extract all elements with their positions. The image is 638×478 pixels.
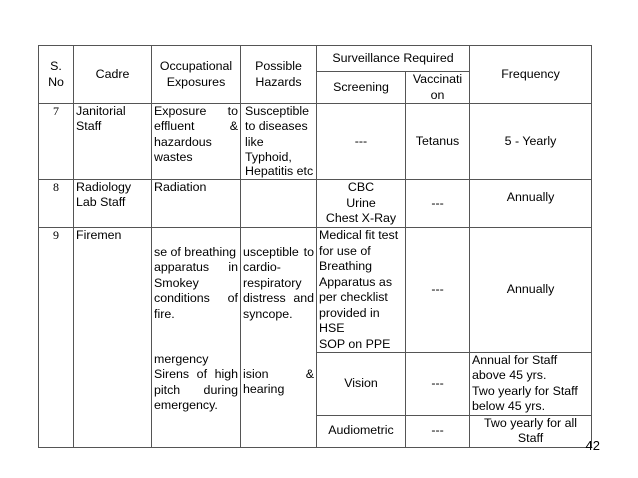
header-frequency: Frequency — [470, 46, 592, 104]
row-screening — [317, 180, 406, 228]
exposure-line: hazardous — [154, 134, 212, 149]
hazard-line: hearing — [243, 382, 285, 397]
header-sno-line2: No — [48, 74, 64, 89]
header-occupational-line1: Occupational — [159, 59, 233, 74]
row-cadre — [74, 104, 152, 180]
screening-line: SOP on PPE — [319, 336, 391, 351]
exposure-line: conditions of — [154, 291, 238, 306]
header-hazards-line1: Possible — [255, 59, 302, 74]
table-row — [39, 104, 592, 180]
row-vaccination: --- — [406, 415, 470, 447]
row-vaccination: --- — [406, 228, 470, 353]
row-cadre-line: Janitorial — [76, 104, 126, 118]
header-vaccination-line2: on — [430, 87, 445, 102]
frequency-line: Staff — [517, 431, 544, 446]
screening-line: Apparatus as — [319, 274, 393, 289]
hazard-line: Hepatitis etc — [245, 163, 314, 178]
header-vaccination-line1: Vaccinati — [412, 72, 463, 87]
hazard-line: syncope. — [243, 306, 293, 321]
header-occupational-exposures — [152, 46, 241, 104]
row-cadre-line: Staff — [76, 119, 102, 134]
header-occupational-line2: Exposures — [166, 74, 226, 89]
exposure-line: se of breathing — [154, 245, 236, 260]
row-vaccination: Tetanus — [406, 104, 470, 180]
screening-line: Breathing — [319, 259, 373, 274]
exposure-line: pitch during — [154, 382, 238, 397]
row-frequency: Annually — [470, 180, 592, 228]
row-screening: Vision — [317, 353, 406, 416]
row-cadre — [74, 180, 152, 228]
header-hazards-line2: Hazards — [255, 74, 302, 89]
exposure-line: wastes — [154, 150, 193, 165]
header-possible-hazards — [241, 46, 317, 104]
header-sno-line1: S. — [50, 59, 62, 74]
row-cadre: Firemen — [74, 228, 152, 448]
hazard-line: Susceptible — [245, 104, 310, 118]
row-frequency: 5 - Yearly — [470, 104, 592, 180]
row-frequency: Annually — [470, 228, 592, 353]
row-frequency — [470, 415, 592, 447]
hazard-line: distress and — [243, 291, 314, 306]
row-sno: 7 — [39, 104, 74, 180]
row-sno: 8 — [39, 180, 74, 228]
table-row — [39, 180, 592, 228]
table-row — [39, 228, 592, 353]
hazard-line: to diseases — [245, 119, 308, 134]
row-cadre-line: Lab Staff — [76, 195, 126, 210]
screening-line: Medical fit test — [319, 228, 399, 243]
row-exposure: Radiation — [152, 180, 241, 228]
screening-line: for use of — [319, 243, 371, 258]
row-screening — [317, 228, 406, 353]
page-number: 42 — [585, 438, 600, 453]
frequency-line: Annual for Staff — [472, 353, 558, 368]
hazard-line: like — [245, 134, 264, 149]
header-sno — [39, 46, 74, 104]
row-hazard — [241, 228, 317, 448]
hazard-line: cardio- — [243, 260, 281, 275]
frequency-line: Two yearly for Staff — [472, 383, 578, 398]
exposure-line: emergency. — [154, 398, 218, 413]
exposure-line: Smokey — [154, 275, 199, 290]
surveillance-table — [38, 45, 592, 448]
hazard-line: Typhoid, — [245, 150, 292, 165]
hazard-line: ision & — [243, 367, 314, 382]
frequency-line: below 45 yrs. — [472, 399, 546, 414]
exposure-line: Exposure to — [154, 104, 238, 118]
screening-line: per checklist — [319, 290, 388, 305]
row-sno: 9 — [39, 228, 74, 448]
row-cadre-line: Radiology — [76, 180, 132, 195]
exposure-line: effluent & — [154, 119, 238, 134]
frequency-line: above 45 yrs. — [472, 368, 547, 383]
row-vaccination: --- — [406, 180, 470, 228]
header-cadre: Cadre — [74, 46, 152, 104]
screening-line: Chest X-Ray — [325, 211, 397, 226]
exposure-line: fire. — [154, 306, 175, 321]
screening-line: Urine — [346, 195, 376, 210]
frequency-line: Two yearly for all — [484, 415, 577, 430]
row-hazard — [241, 180, 317, 228]
header-surveillance-required: Surveillance Required — [317, 46, 470, 72]
screening-line: provided in HSE — [319, 305, 380, 336]
hazard-line: usceptible to — [243, 245, 314, 260]
header-screening: Screening — [317, 72, 406, 104]
hazard-line: respiratory — [243, 275, 302, 290]
row-screening: Audiometric — [317, 415, 406, 447]
row-exposure — [152, 228, 241, 448]
screening-line: CBC — [347, 180, 375, 195]
row-exposure — [152, 104, 241, 180]
exposure-line: Sirens of high — [154, 367, 238, 382]
row-vaccination: --- — [406, 353, 470, 416]
exposure-line: mergency — [154, 352, 209, 367]
header-vaccination — [406, 72, 470, 104]
row-frequency — [470, 353, 592, 416]
row-screening: --- — [317, 104, 406, 180]
exposure-line: apparatus in — [154, 260, 238, 275]
row-hazard — [241, 104, 317, 180]
